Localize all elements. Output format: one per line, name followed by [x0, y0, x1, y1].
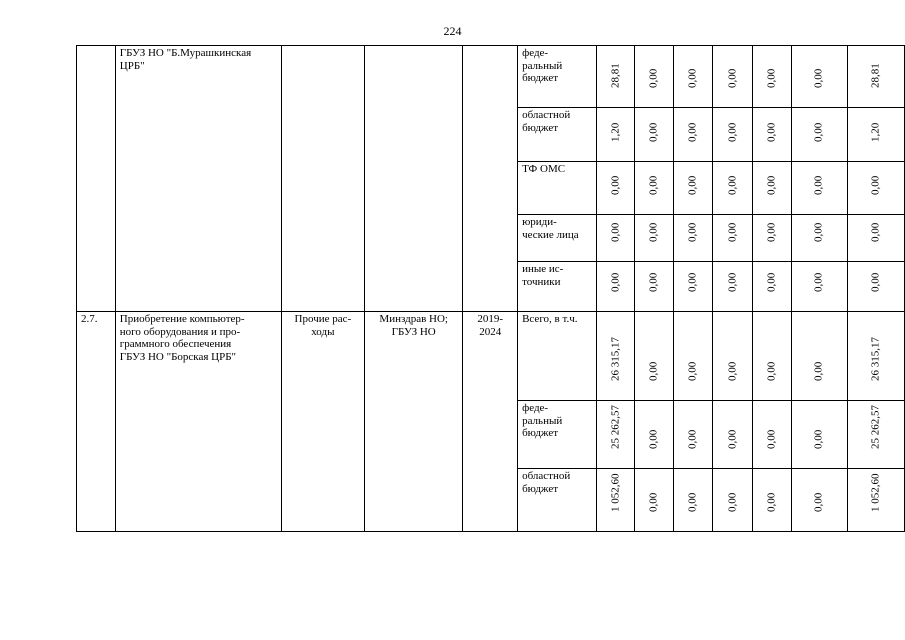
value-cell [673, 162, 713, 215]
value-cell [752, 162, 792, 215]
value-cell [673, 262, 713, 312]
value-text: 25 262,57 [869, 405, 882, 450]
value-text: 0,00 [686, 430, 699, 450]
value-text: 0,00 [726, 123, 739, 143]
value-text: 0,00 [765, 223, 778, 243]
table-row [77, 312, 905, 401]
value-cell [752, 312, 792, 401]
value-cell [847, 215, 904, 262]
value-text: 0,00 [647, 69, 660, 89]
funding-source: феде- ральный бюджет [518, 401, 597, 469]
expense-type [281, 46, 364, 312]
value-cell [792, 46, 847, 108]
value-cell [792, 401, 847, 469]
value-text: 0,00 [765, 362, 778, 382]
funding-source: феде- ральный бюджет [518, 46, 597, 108]
value-cell [635, 312, 674, 401]
value-cell [847, 46, 904, 108]
value-cell [635, 215, 674, 262]
funding-source: иные ис- точники [518, 262, 597, 312]
value-cell [673, 469, 713, 532]
funding-source: юриди- ческие лица [518, 215, 597, 262]
value-text: 25 262,57 [609, 405, 622, 450]
value-cell [635, 262, 674, 312]
period [463, 46, 518, 312]
value-text: 0,00 [726, 69, 739, 89]
value-text: 1,20 [869, 123, 882, 143]
value-text: 0,00 [765, 273, 778, 293]
funding-source: Всего, в т.ч. [518, 312, 597, 401]
value-cell [673, 46, 713, 108]
value-text: 0,00 [726, 176, 739, 196]
value-cell [847, 162, 904, 215]
value-cell [713, 262, 753, 312]
funding-source: ТФ ОМС [518, 162, 597, 215]
value-cell [596, 262, 635, 312]
value-cell [673, 312, 713, 401]
item-name: Приобретение компьютер- ного оборудования и про- граммного обеспечения ГБУЗ НО "Борская ЦРБ" [115, 312, 281, 532]
value-text: 28,81 [609, 63, 622, 89]
value-text: 0,00 [609, 176, 622, 196]
value-cell [596, 108, 635, 162]
value-text: 0,00 [686, 273, 699, 293]
value-text: 0,00 [765, 69, 778, 89]
table-row [77, 46, 905, 108]
value-text: 1 052,60 [609, 473, 622, 513]
value-text: 1 052,60 [869, 473, 882, 513]
value-cell [847, 469, 904, 532]
value-cell [673, 401, 713, 469]
value-text: 0,00 [686, 69, 699, 89]
value-cell [713, 312, 753, 401]
value-text: 0,00 [765, 430, 778, 450]
value-text: 0,00 [813, 69, 826, 89]
value-text: 0,00 [765, 176, 778, 196]
value-text: 0,00 [813, 176, 826, 196]
value-cell [713, 162, 753, 215]
page-number: 224 [443, 24, 462, 38]
value-text: 28,81 [869, 63, 882, 89]
value-text: 0,00 [813, 273, 826, 293]
period: 2019- 2024 [463, 312, 518, 532]
value-cell [596, 162, 635, 215]
value-cell [752, 108, 792, 162]
value-cell [673, 108, 713, 162]
funding-source: областной бюджет [518, 469, 597, 532]
value-cell [713, 401, 753, 469]
value-cell [713, 46, 753, 108]
value-text: 0,00 [647, 176, 660, 196]
value-text: 0,00 [647, 273, 660, 293]
value-text: 0,00 [765, 123, 778, 143]
value-text: 0,00 [869, 176, 882, 196]
item-name: ГБУЗ НО "Б.Мурашкинская ЦРБ" [115, 46, 281, 312]
value-cell [792, 469, 847, 532]
value-cell [792, 215, 847, 262]
value-cell [847, 401, 904, 469]
value-cell [847, 312, 904, 401]
value-text: 0,00 [686, 493, 699, 513]
value-text: 0,00 [647, 362, 660, 382]
value-cell [596, 469, 635, 532]
value-cell [713, 215, 753, 262]
value-cell [635, 401, 674, 469]
value-cell [596, 401, 635, 469]
value-text: 0,00 [686, 176, 699, 196]
value-cell [847, 108, 904, 162]
funding-source: областной бюджет [518, 108, 597, 162]
value-text: 0,00 [765, 493, 778, 513]
value-cell [713, 108, 753, 162]
value-cell [792, 162, 847, 215]
value-text: 0,00 [813, 362, 826, 382]
value-text: 0,00 [686, 123, 699, 143]
value-text: 0,00 [647, 223, 660, 243]
value-text: 0,00 [726, 362, 739, 382]
value-text: 0,00 [726, 273, 739, 293]
value-text: 0,00 [609, 223, 622, 243]
value-cell [752, 469, 792, 532]
value-text: 0,00 [869, 223, 882, 243]
value-cell [752, 401, 792, 469]
item-number [77, 46, 116, 312]
value-text: 0,00 [686, 223, 699, 243]
value-cell [596, 46, 635, 108]
value-text: 0,00 [726, 223, 739, 243]
budget-table [76, 45, 905, 532]
value-text: 0,00 [813, 123, 826, 143]
executor [365, 46, 463, 312]
value-text: 0,00 [609, 273, 622, 293]
value-cell [635, 46, 674, 108]
value-cell [792, 108, 847, 162]
value-text: 26 315,17 [869, 337, 882, 382]
value-text: 0,00 [686, 362, 699, 382]
value-cell [635, 162, 674, 215]
value-text: 0,00 [813, 430, 826, 450]
value-cell [635, 469, 674, 532]
expense-type: Прочие рас- ходы [281, 312, 364, 532]
value-cell [596, 215, 635, 262]
value-cell [752, 215, 792, 262]
value-cell [792, 312, 847, 401]
value-cell [752, 46, 792, 108]
value-cell [792, 262, 847, 312]
value-text: 0,00 [813, 493, 826, 513]
value-text: 0,00 [869, 273, 882, 293]
value-text: 0,00 [813, 223, 826, 243]
item-number: 2.7. [77, 312, 116, 532]
value-cell [673, 215, 713, 262]
value-cell [596, 312, 635, 401]
value-text: 0,00 [647, 123, 660, 143]
value-text: 0,00 [647, 493, 660, 513]
value-cell [847, 262, 904, 312]
value-text: 1,20 [609, 123, 622, 143]
value-text: 0,00 [647, 430, 660, 450]
value-text: 26 315,17 [609, 337, 622, 382]
value-cell [752, 262, 792, 312]
value-cell [713, 469, 753, 532]
executor: Минздрав НО; ГБУЗ НО [365, 312, 463, 532]
value-cell [635, 108, 674, 162]
value-text: 0,00 [726, 430, 739, 450]
value-text: 0,00 [726, 493, 739, 513]
